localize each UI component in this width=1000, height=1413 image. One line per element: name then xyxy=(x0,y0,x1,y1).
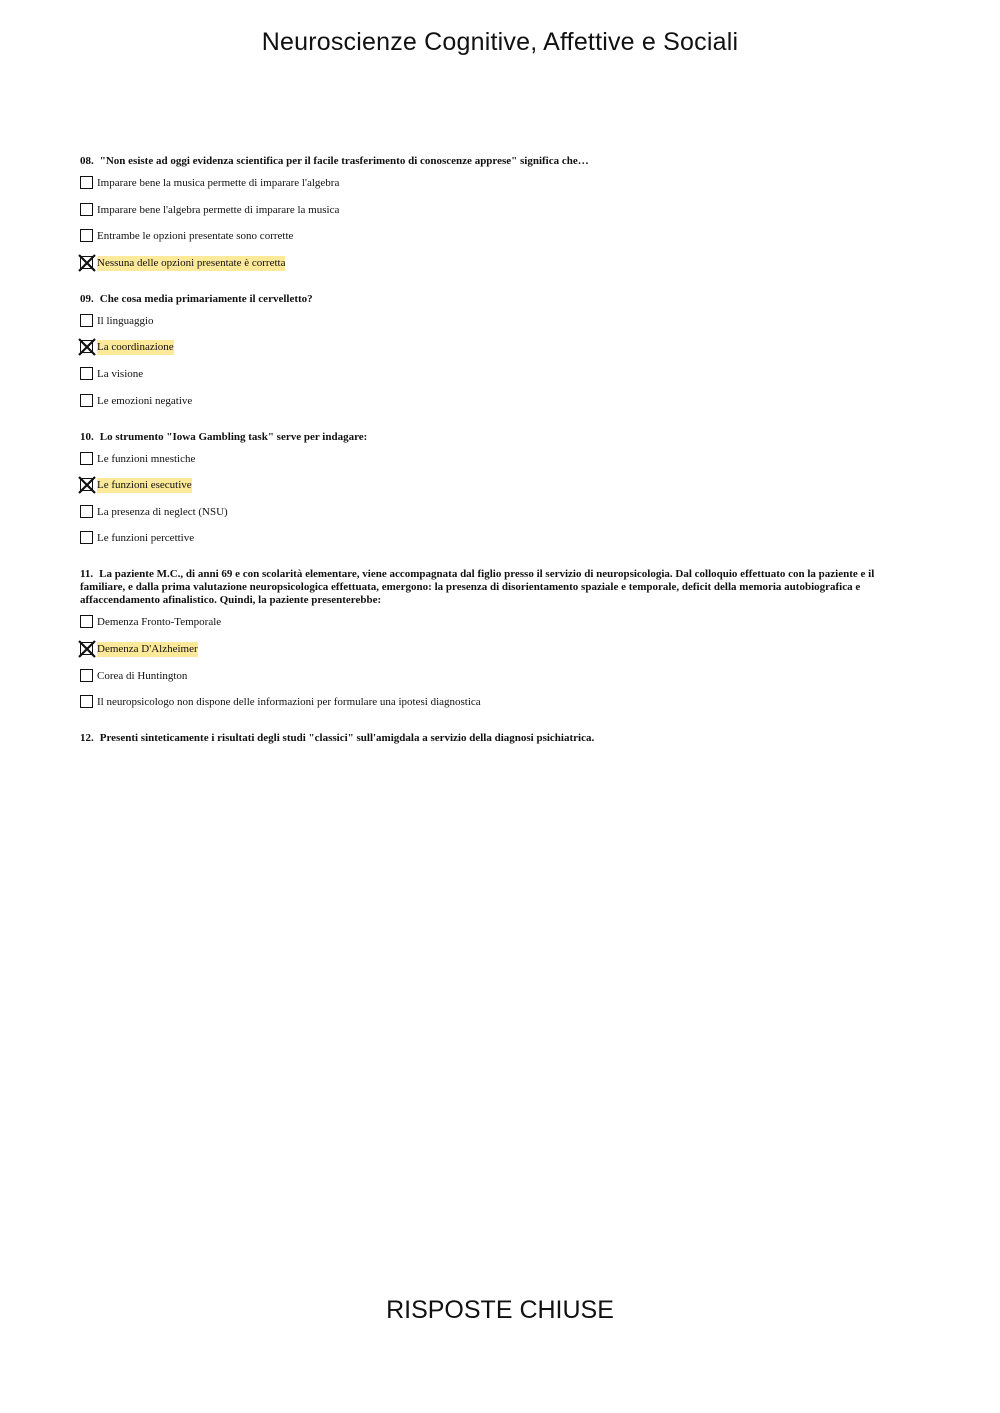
answer-option[interactable] xyxy=(80,695,922,710)
option-label: Imparare bene l'algebra permette di imparare la musica xyxy=(97,203,340,216)
answer-option[interactable] xyxy=(80,452,922,467)
question-prompt: Presenti sinteticamente i risultati degli studi "classici" sull'amigdala a servizio della diagnosi psichiatrica. xyxy=(99,732,595,745)
question xyxy=(80,732,922,745)
question xyxy=(80,568,922,710)
option-label: Le funzioni percettive xyxy=(97,532,195,545)
page-title: Neuroscienze Cognitive, Affettive e Sociali xyxy=(261,28,739,56)
answer-option[interactable] xyxy=(80,176,922,191)
checkbox[interactable] xyxy=(80,176,93,189)
checkbox[interactable] xyxy=(80,615,93,628)
option-label: Corea di Huntington xyxy=(97,669,188,682)
checkbox[interactable] xyxy=(80,367,93,380)
question-text xyxy=(80,732,922,745)
question-prompt: Che cosa media primariamente il cervelletto? xyxy=(99,292,313,305)
cross-mark-icon xyxy=(77,337,97,357)
question-prompt: Lo strumento "Iowa Gambling task" serve per indagare: xyxy=(99,430,368,443)
option-label: Le funzioni mnestiche xyxy=(97,452,196,465)
checkbox[interactable] xyxy=(80,394,93,407)
cross-mark-icon xyxy=(77,475,97,495)
option-label: Le emozioni negative xyxy=(97,394,193,407)
option-label: La visione xyxy=(97,367,144,380)
answer-option[interactable] xyxy=(80,340,922,355)
cross-mark-icon xyxy=(77,253,97,273)
question-number: 10. xyxy=(80,430,94,443)
question-prompt: "Non esiste ad oggi evidenza scientifica per il facile trasferimento di conoscenze apprese" significa che… xyxy=(99,155,589,167)
checkbox[interactable] xyxy=(80,695,93,708)
question-list xyxy=(80,155,922,767)
option-label: Demenza Fronto-Temporale xyxy=(97,616,222,629)
answer-option[interactable] xyxy=(80,478,922,493)
checkbox[interactable] xyxy=(80,531,93,544)
option-label: Il neuropsicologo non dispone delle informazioni per formulare una ipotesi diagnostica xyxy=(97,696,481,709)
question xyxy=(80,431,922,547)
answer-option[interactable] xyxy=(80,615,922,630)
option-label: La coordinazione xyxy=(97,341,174,354)
option-label: Il linguaggio xyxy=(97,314,154,327)
answer-option[interactable] xyxy=(80,314,922,329)
question-number: 11. xyxy=(80,568,94,581)
question xyxy=(80,293,922,409)
question-text xyxy=(80,155,922,168)
question-number: 12. xyxy=(80,732,94,745)
option-label: La presenza di neglect (NSU) xyxy=(97,505,228,518)
question-number: 08. xyxy=(80,155,94,167)
answer-option[interactable] xyxy=(80,394,922,409)
option-label: Entrambe le opzioni presentate sono corrette xyxy=(97,230,294,243)
section-title: RISPOSTE CHIUSE xyxy=(386,1296,614,1324)
answer-option[interactable] xyxy=(80,229,922,244)
option-label: Imparare bene la musica permette di imparare l'algebra xyxy=(97,177,340,189)
option-label: Le funzioni esecutive xyxy=(97,479,192,492)
question-text xyxy=(80,568,922,607)
option-label: Demenza D'Alzheimer xyxy=(97,642,198,655)
question xyxy=(80,155,922,271)
question-text xyxy=(80,293,922,306)
checkbox[interactable] xyxy=(80,452,93,465)
question-prompt: La paziente M.C., di anni 69 e con scolarità elementare, viene accompagnata dal figlio presso il servizio di neuropsicologia. Dal colloquio effettuato con la paziente e il familiare, e dalla prima valutazione neuropsicologica effettuata, emergono: la presenza di disorientamento spaziale e temporale, deficit della memoria autobiografica e affaccendamento afinalistico. Quindi, la paziente presenterebbe: xyxy=(80,568,875,607)
question-text xyxy=(80,431,922,444)
checkbox[interactable] xyxy=(80,505,93,518)
answer-option[interactable] xyxy=(80,669,922,684)
answer-option[interactable] xyxy=(80,203,922,218)
answer-option[interactable] xyxy=(80,367,922,382)
answer-option[interactable] xyxy=(80,531,922,546)
answer-option[interactable] xyxy=(80,256,922,271)
question-number: 09. xyxy=(80,292,94,305)
answer-option[interactable] xyxy=(80,505,922,520)
cross-mark-icon xyxy=(77,639,97,659)
checkbox[interactable] xyxy=(80,314,93,327)
checkbox[interactable] xyxy=(80,229,93,242)
option-label: Nessuna delle opzioni presentate è corretta xyxy=(97,256,286,269)
checkbox[interactable] xyxy=(80,203,93,216)
checkbox[interactable] xyxy=(80,669,93,682)
answer-option[interactable] xyxy=(80,642,922,657)
